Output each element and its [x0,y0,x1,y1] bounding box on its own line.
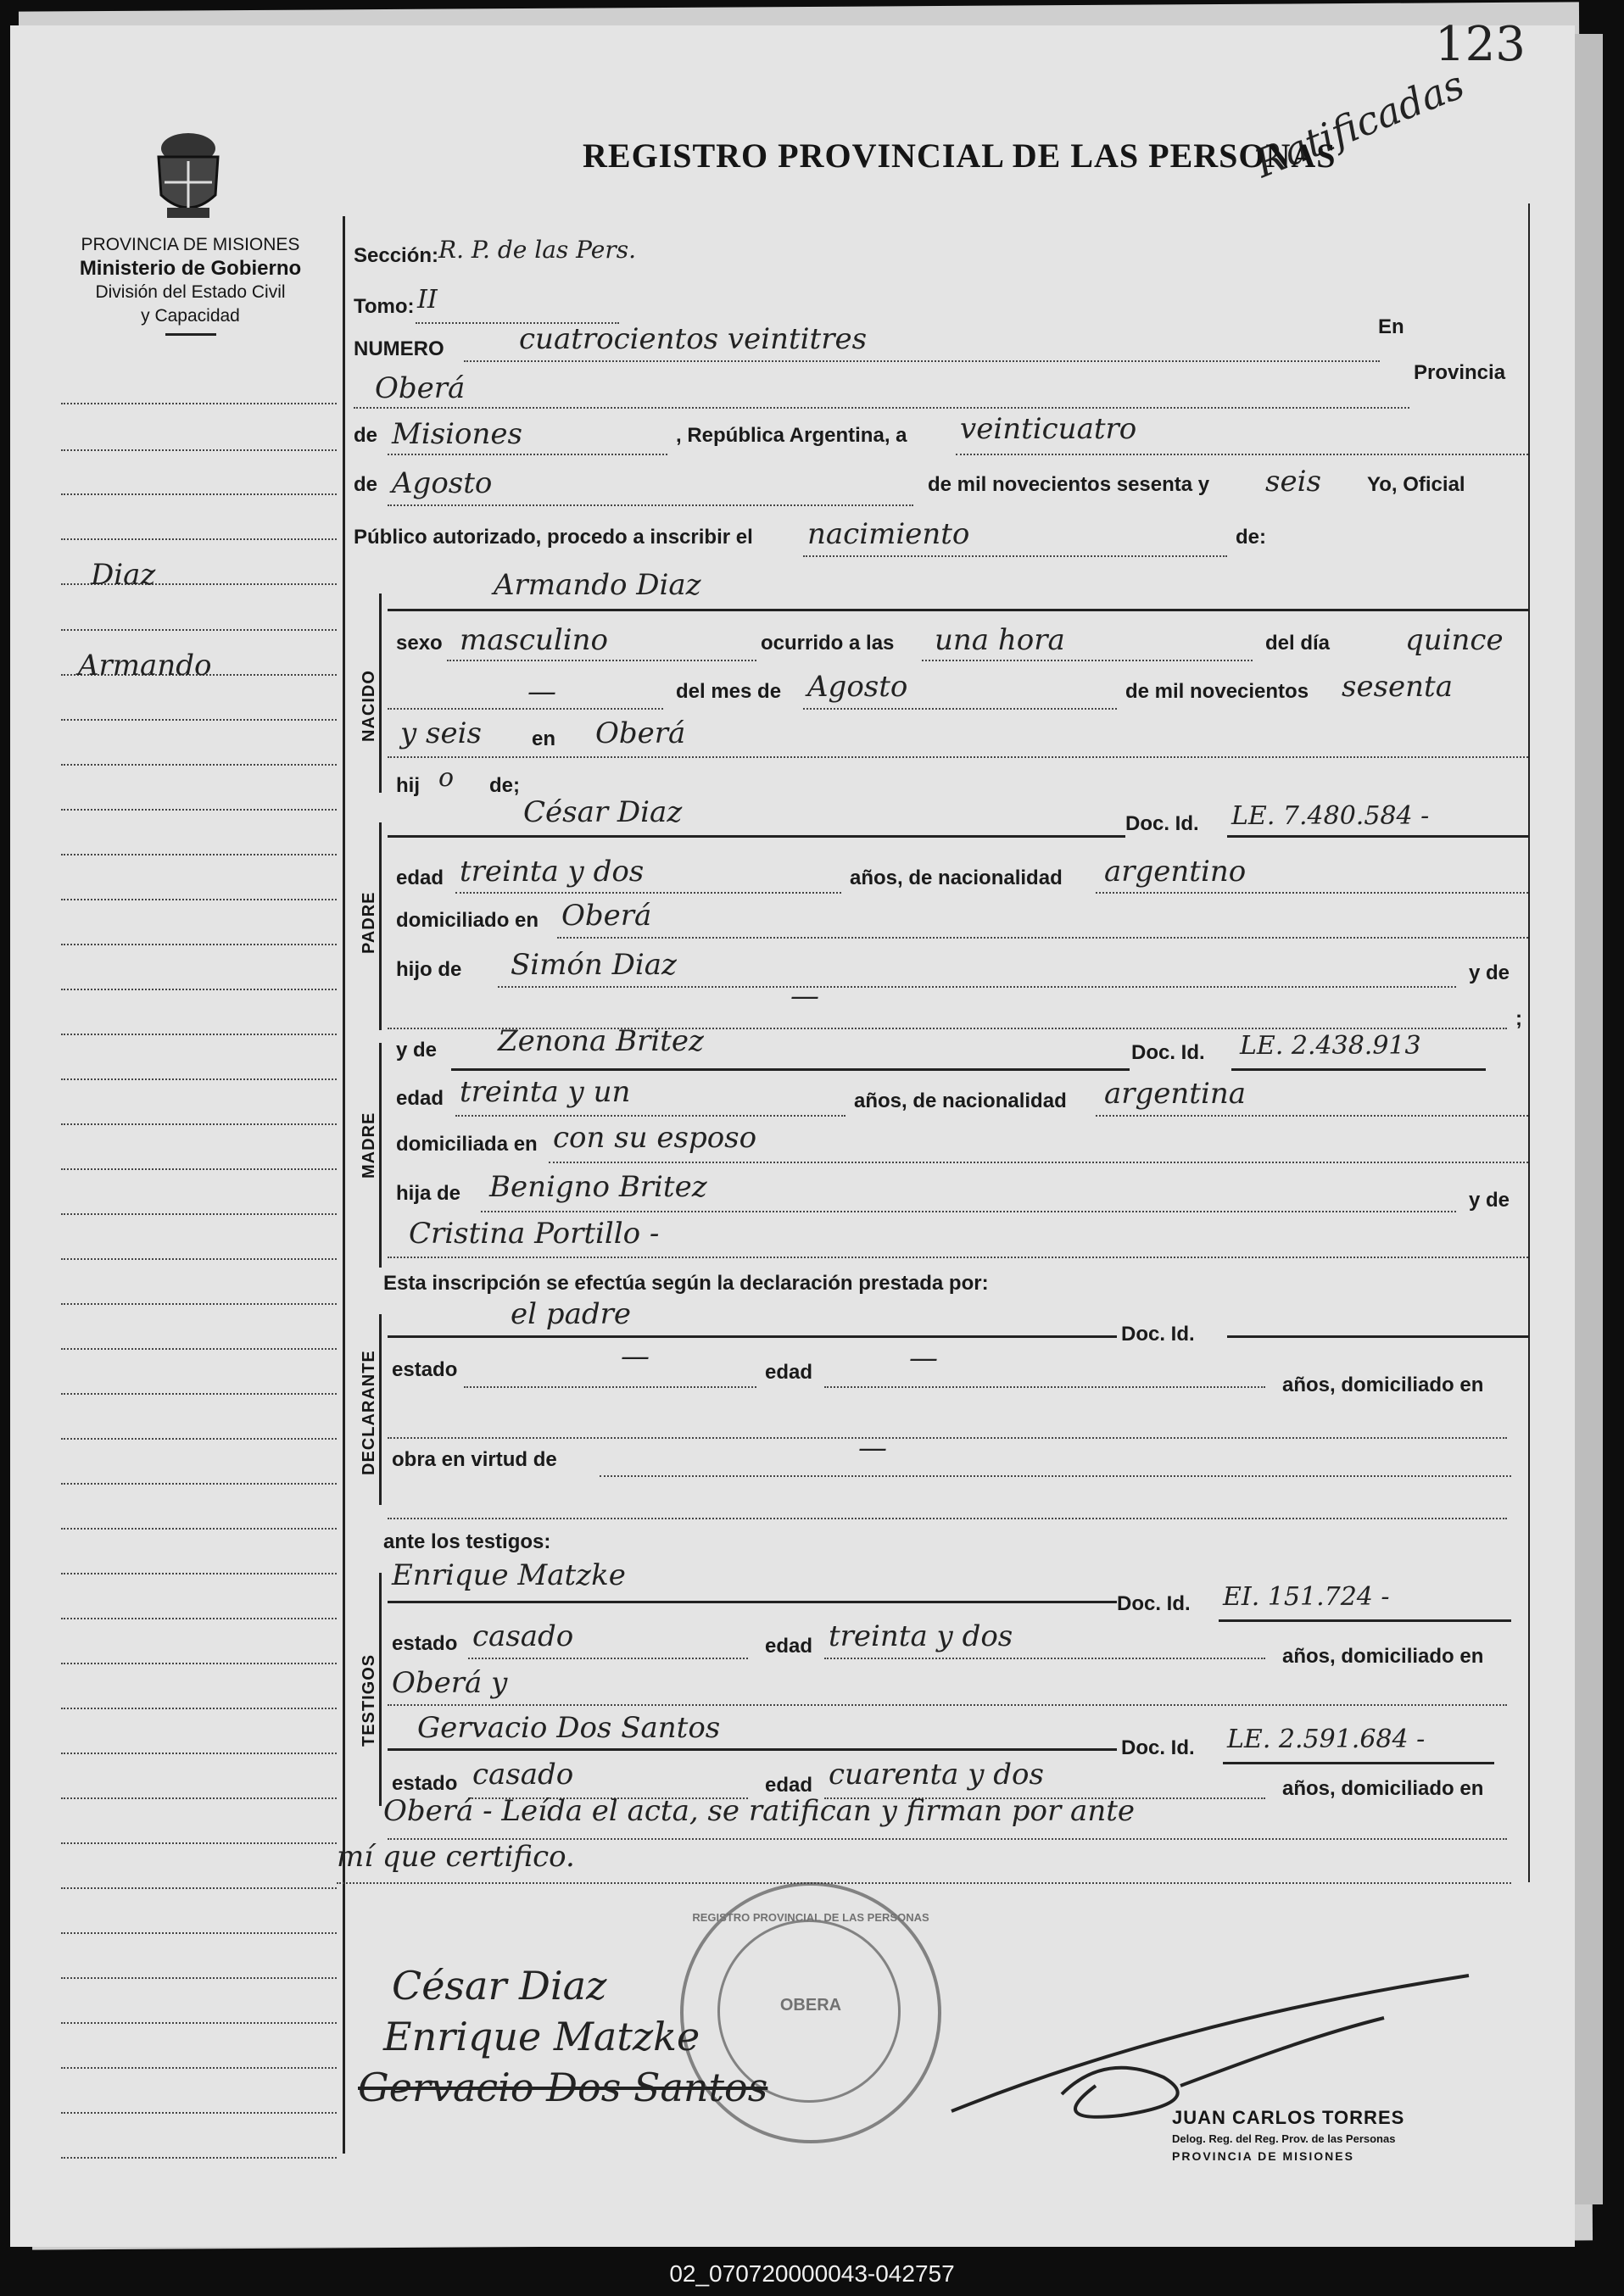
madre-doc-value: LE. 2.438.913 [1240,1031,1421,1061]
hijo-label: hij [396,774,420,797]
province-name: PROVINCIA DE MISIONES [81,235,300,254]
madre-madre-value: Cristina Portillo - [409,1217,660,1251]
padre-label: PADRE [360,891,378,954]
dia-dash: — [527,675,556,709]
testigo1-estado-label: estado [392,1632,458,1655]
testigo2-domicilio-value: Oberá - Leída el acta, se ratifican y firman por ante [383,1794,1136,1828]
padre-nacionalidad-label: años, de nacionalidad [850,867,1063,889]
ministry-name: Ministerio de Gobierno [79,257,302,280]
madre-domicilio-label: domiciliada en [396,1133,538,1156]
provincia-label: Provincia [1414,361,1506,384]
signature-padre: César Diaz [392,1963,607,2009]
margin-surname: Diaz [91,558,156,592]
de-mil-label: de mil novecientos [1125,680,1309,703]
acto-value: nacimiento [807,517,970,551]
testigo1-estado-value: casado [472,1619,574,1653]
testigo2-doc-label: Doc. Id. [1121,1736,1195,1759]
inscripcion-label: Esta inscripción se efectúa según la declaración prestada por: [383,1272,989,1295]
declarante-bracket [379,1314,382,1505]
dia-value: quince [1405,623,1504,657]
declarante-domicilio-label: años, domiciliado en [1282,1374,1484,1396]
hijo-sufijo-value: o [438,763,455,793]
scan-footer-code: 02_070720000043-042757 [0,2251,1624,2296]
padre-doc-label: Doc. Id. [1125,812,1199,835]
del-dia-label: del día [1265,632,1331,655]
right-margin-rule [1528,203,1530,1882]
tomo-label: Tomo: [354,295,415,318]
testigo1-domicilio-label: años, domiciliado en [1282,1645,1484,1668]
madre-doc-label: Doc. Id. [1131,1041,1205,1064]
seccion-value: R. P. de las Pers. [438,236,636,264]
madre-nombre-value: Zenona Britez [498,1024,704,1058]
madre-edad-value: treinta y un [460,1075,631,1109]
testigo2-edad-label: edad [765,1774,813,1797]
signature-testigo1: Enrique Matzke [383,2014,700,2059]
de-colon-label: de: [1236,526,1266,549]
margin-given-name: Armando [78,649,212,683]
madre-label: MADRE [360,1112,378,1179]
madre-y-de-label-2: y de [1469,1189,1510,1212]
signature-testigo2: Gervacio Dos Santos [358,2065,768,2110]
padre-domicilio-label: domiciliado en [396,909,539,932]
testigos-bracket [379,1573,382,1806]
madre-bracket [379,1043,382,1268]
testigo1-edad-label: edad [765,1635,813,1658]
declarante-estado-label: estado [392,1358,458,1381]
dia-inscripcion-value: veinticuatro [960,412,1137,446]
en-label: En [1378,315,1404,338]
padre-y-de-label: y de [1469,961,1510,984]
anio-sufijo-value: seis [1265,465,1321,499]
testigo1-doc-value: EI. 151.724 - [1223,1582,1390,1612]
seal-ring-text: REGISTRO PROVINCIAL DE LAS PERSONAS [692,1911,929,1924]
ratificadas-annotation: Ratificadas [1248,61,1471,187]
provincia-value: Misiones [392,417,522,451]
official-title: Delog. Reg. del Reg. Prov. de las Personas [1172,2132,1396,2145]
numero-value: cuatrocientos veintitres [519,322,868,356]
testigo1-doc-label: Doc. Id. [1117,1592,1191,1615]
madre-nacionalidad-label: años, de nacionalidad [854,1089,1067,1112]
division-name: División del Estado Civil [95,282,286,302]
lugar-nac-value: Oberá [595,716,686,750]
madre-nacionalidad-value: argentina [1104,1077,1247,1111]
official-name: JUAN CARLOS TORRES [1172,2107,1405,2128]
testigo2-estado-label: estado [392,1772,458,1795]
page-number: 123 [1435,17,1526,72]
padre-semicolon: ; [1515,1007,1522,1030]
mes-value: Agosto [807,670,908,704]
birth-record-page [10,17,1575,2247]
obra-value: — [858,1431,887,1465]
madre-hija-de-label: hija de [396,1182,461,1205]
testigo2-doc-value: LE. 2.591.684 - [1227,1725,1426,1754]
testigo2-edad-value: cuarenta y dos [829,1758,1044,1792]
testigo2-nombre-value: Gervacio Dos Santos [417,1711,721,1745]
official-province: PROVINCIA DE MISIONES [1172,2149,1354,2163]
del-mes-label: del mes de [676,680,782,703]
seal-city: OBERA [779,1996,842,2015]
nacido-label: NACIDO [360,670,378,742]
nacido-bracket [379,594,382,793]
padre-bracket [379,822,382,1030]
declarante-label: DECLARANTE [360,1350,378,1475]
closing-text: mí que certifico. [337,1840,575,1874]
testigo2-estado-value: casado [472,1758,574,1792]
republica-label: , República Argentina, a [676,424,907,447]
org-divider [165,333,216,336]
testigo1-nombre-value: Enrique Matzke [392,1558,626,1592]
lugar-value: Oberá [375,371,466,405]
padre-hijo-de-label: hijo de [396,958,462,981]
padre-nombre-value: César Diaz [523,795,683,829]
testigos-label: TESTIGOS [360,1653,378,1747]
ocurrido-label: ocurrido a las [761,632,895,655]
division-capacity: y Capacidad [141,306,240,326]
padre-edad-label: edad [396,867,444,889]
madre-padre-value: Benigno Britez [489,1170,707,1204]
sexo-value: masculino [460,623,609,657]
madre-y-de-label: y de [396,1039,438,1062]
madre-domicilio-value: con su esposo [553,1121,757,1155]
de-semicolon-label: de; [489,774,520,797]
registry-title: REGISTRO PROVINCIAL DE LAS PERSONAS [583,137,1337,175]
obra-label: obra en virtud de [392,1448,557,1471]
testigo1-edad-value: treinta y dos [829,1619,1013,1653]
hora-value: una hora [935,623,1065,657]
declarante-estado-value: — [621,1340,650,1374]
de-label-2: de [354,473,378,496]
sexo-label: sexo [396,632,443,655]
declarante-nombre-value: el padre [511,1297,631,1331]
en-label-2: en [532,727,556,750]
declarante-edad-label: edad [765,1361,813,1384]
nombre-value: Armando Diaz [494,568,701,602]
seccion-label: Sección: [354,244,439,267]
testigo2-domicilio-label: años, domiciliado en [1282,1777,1484,1800]
publico-label: Público autorizado, procedo a inscribir el [354,526,753,549]
padre-doc-value: LE. 7.480.584 - [1231,801,1430,831]
anio-b-value: y seis [400,716,482,750]
tomo-value: II [417,285,438,315]
declarante-doc-label: Doc. Id. [1121,1323,1195,1346]
padre-padre-value: Simón Diaz [511,948,677,982]
anio-label: de mil novecientos sesenta y [928,473,1210,496]
ante-testigos-label: ante los testigos: [383,1530,551,1553]
coat-of-arms-icon [137,123,239,225]
padre-madre-value: — [790,979,819,1013]
declarante-edad-value: — [909,1341,938,1375]
padre-domicilio-value: Oberá [561,899,652,933]
testigo1-domicilio-value: Oberá y [392,1666,508,1700]
padre-edad-value: treinta y dos [460,855,645,889]
issuing-office [44,233,337,336]
yo-oficial-label: Yo, Oficial [1367,473,1465,496]
padre-nacionalidad-value: argentino [1104,855,1247,889]
madre-edad-label: edad [396,1087,444,1110]
de-label: de [354,424,378,447]
anio-a-value: sesenta [1342,670,1453,704]
mes-inscripcion-value: Agosto [392,466,493,500]
numero-label: NUMERO [354,337,444,360]
